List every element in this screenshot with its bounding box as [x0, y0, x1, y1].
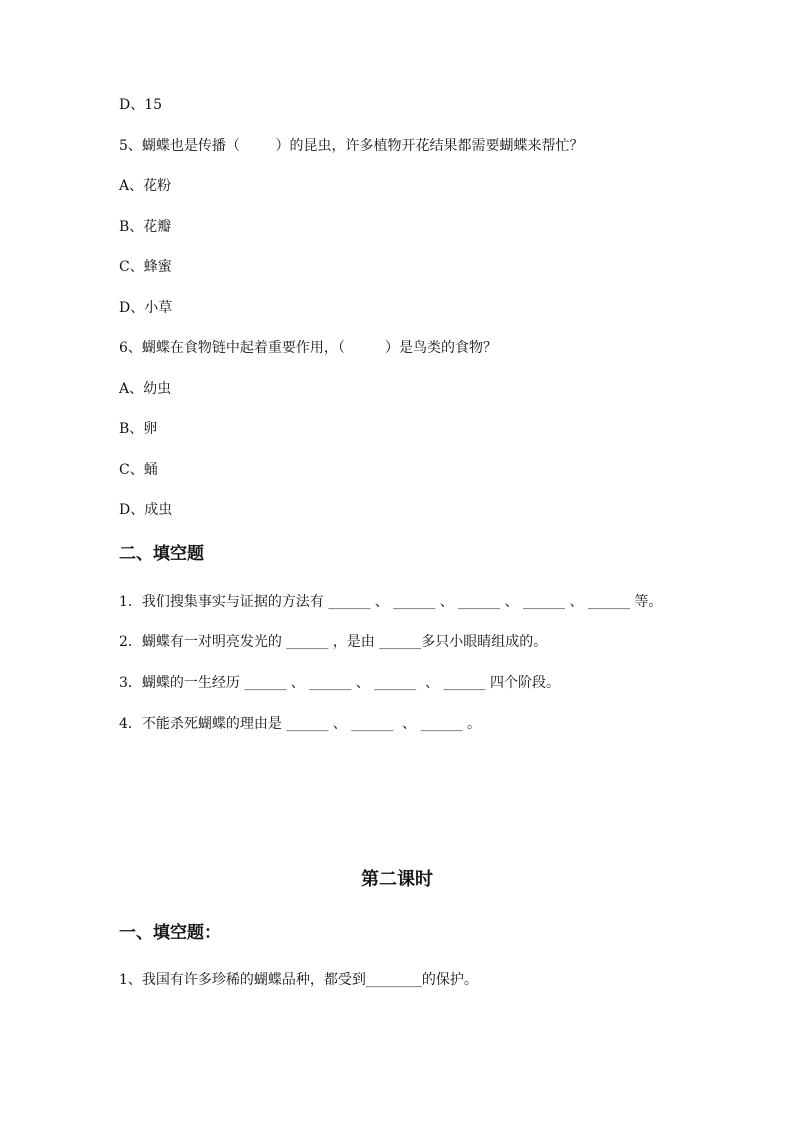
lesson-item-1: 1、我国有许多珍稀的蝴蝶品种，都受到________的保护。: [119, 972, 478, 988]
lesson-section-heading: 一、填空题：: [119, 923, 221, 943]
option-line: A、幼虫: [119, 381, 172, 397]
section-heading-fill-blank: 二、填空题: [119, 544, 204, 564]
fill-blank-item-3: 3．蝴蝶的一生经历 ______ 、 ______ 、 ______ 、 ______ 四个阶段。: [119, 675, 560, 691]
option-line: D、小草: [119, 300, 173, 316]
fill-blank-item-2: 2．蝴蝶有一对明亮发光的 ______ ，是由 ______多只小眼睛组成的。: [119, 634, 548, 650]
question-5: 5、蝴蝶也是传播（ ）的昆虫，许多植物开花结果都需要蝴蝶来帮忙？: [119, 138, 584, 154]
option-line: D、15: [119, 97, 163, 113]
question-6: 6、蝴蝶在食物链中起着重要作用，（ ）是鸟类的食物？: [119, 340, 497, 356]
option-line: A、花粉: [119, 178, 172, 194]
option-line: D、成虫: [119, 502, 173, 518]
option-line: C、蛹: [119, 462, 158, 478]
lesson-title: 第二课时: [361, 869, 433, 890]
option-line: B、花瓣: [119, 219, 172, 235]
fill-blank-item-4: 4．不能杀死蝴蝶的理由是 ______ 、 ______ 、 ______ 。: [119, 716, 482, 732]
option-line: B、卵: [119, 421, 158, 437]
option-line: C、蜂蜜: [119, 259, 172, 275]
fill-blank-item-1: 1．我们搜集事实与证据的方法有 ______ 、 ______ 、 ______ 、 ______ 、 ______ 等。: [119, 594, 663, 610]
